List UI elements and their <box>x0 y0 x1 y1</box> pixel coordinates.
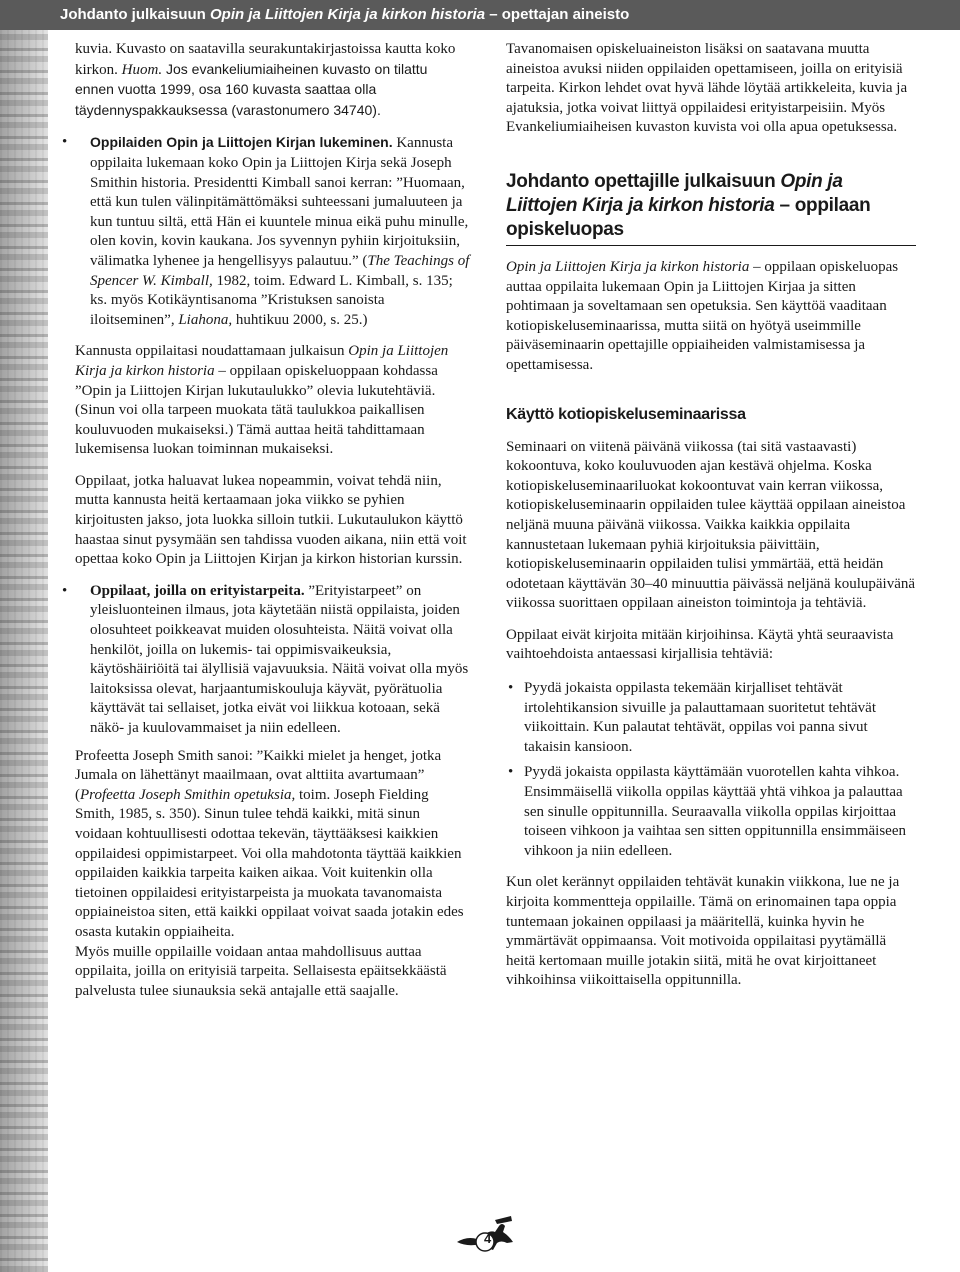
citation: Liahona, <box>178 311 233 328</box>
bullet-lead: Oppilaat, joilla on erityistarpeita. <box>90 582 305 599</box>
citation: Profeetta Joseph Smithin opetuksia, <box>80 786 296 803</box>
list-item: • Pyydä jokaista oppilasta käyttämään vuorotellen kahta vihkoa. Ensimmäisellä viikolla oppilas käyttää yhtä vihkoa ja palauttaa sen sinulle oppitunnilla. Seuraavalla viikolla oppilas kirjoittaa toiseen vihkoon ja vaihtaa sen sitten oppitunnilla ensimmäiseen vihkoon ja niin edelleen. <box>506 763 916 861</box>
running-header <box>0 0 960 30</box>
left-paragraph-3: Oppilaat, jotka haluavat lukea nopeammin, voivat tehdä niin, mutta kannusta heitä kertaamaan joka viikko se pyhien kirjoitusten jakso, jota luokka silloin tutkii. Lukutaulukon käyttö haastaa sinut pysymään sen tahdissa vuoden aikana, niin että voit opettaa koko Opin ja Liittojen Kirjan ja kirkon historian kurssin. <box>75 472 467 568</box>
bullet-icon: • <box>62 134 68 151</box>
decorative-sidebar-texture <box>0 30 48 1272</box>
section-heading-intro <box>506 170 916 246</box>
header-title-suffix: – opettajan aineisto <box>485 6 630 23</box>
text-run: Kannusta oppilaitasi noudattamaan julkaisun <box>75 343 349 360</box>
right-paragraph-1: Tavanomaisen opiskeluaineiston lisäksi on saatavana muutta aineistoa avuksi niiden oppilaiden opettamiseen, joilla on erityisiä tarpeita. Kirkon lehdet ovat hyvä lähde löytää artikkeleita, kuvia ja ajatuksia, jotka voivat liittyä oppilaidesi erityistarpeisiin. Myös Evankeliumiaiheisen kuvaston kuvista voi olla apua opetuksessa. <box>506 41 908 136</box>
citation: The Teachings of Spencer W. Kimball, <box>90 252 470 289</box>
section-heading-home-study: Käyttö kotiopiskeluseminaarissa <box>506 405 746 423</box>
title-italic: Opin ja Liittojen Kirja ja kirkon historia <box>506 258 750 275</box>
heading-text: Johdanto opettajille julkaisuun <box>506 170 781 192</box>
left-paragraph-1 <box>75 40 470 121</box>
bullet-reading <box>62 133 470 330</box>
list-item: • Pyydä jokaista oppilasta tekemään kirjalliset tehtävät irtolehtikansion sivuille ja palauttamaan suoritetut tehtävät viikoittain. Kun palautat tehtävät, oppilas voi panna sivut takaisin kansioon. <box>506 679 916 757</box>
bullet-icon: • <box>62 582 68 599</box>
right-paragraph-3: Seminaari on viitenä päivänä viikossa (tai sitä vastaavasti) kokoontuva, koko kouluvuoden ajan kestävä ohjelma. Koska kotiopiskeluseminaariluokat kokoontuvat vain kerran viikossa, kotiopiskeluseminaarin oppilaiden tulee käyttää oppilaan aineistoa neljänä muuna päivänä viikossa. Vaikka kaikkia oppilaita kannustetaan lukemaan pyhiä kirjoituksia päivittäin, kotiopiskeluseminaarin oppilaiden tulisi ymmärtää, että heidän odotetaan käyttävän 30–40 minuuttia päivässä neljänä koulupäivänä viikossa suorittaen oppilaan aineiston toimintoja ja tehtäviä. <box>506 438 916 612</box>
text-run: toim. Joseph Fielding Smith, 1985, s. 350). Sinun tulee tehdä kaikki, mitä sinun voidaan kohtuullisesti odottaa tekevän, täyttääksesi kaikkien oppilaidesi oppimistarpeet. Voi olla mahdotonta täyttää kaikkien oppilaiden kaikkia tarpeita kaiken aikaa. Voit kuitenkin olla tietoinen oppilaidesi erityistarpeista ja muokata tavanomaista oppiaineistoa siten, että kaikki oppilaat voivat saada jotakin edes osasta kutakin oppiaiheita. <box>75 786 464 940</box>
heading-text: – oppilaan opiskeluopas <box>506 194 871 240</box>
bullet-special-needs <box>62 582 470 739</box>
right-column <box>506 40 916 991</box>
heading-italic: Opin ja Liittojen Kirja ja kirkon historia <box>506 170 843 216</box>
bullet-lead: Oppilaiden Opin ja Liittojen Kirjan lukeminen. <box>90 134 393 151</box>
text-run: 1982, toim. Edward L. Kimball, s. 135; ks. myös Kotikäyntisanoma ”Kristuksen sanoista iloitseminen”, <box>90 272 453 328</box>
text-run: – oppilaan opiskeluopas auttaa oppilaita lukemaan Opin ja Liittojen Kirjaa ja sitten pohtimaan ja soveltamaan sen opetuksia. Sen käyttöä vaaditaan kotiopiskeluseminaarissa, mutta siitä on hyötyä useimmille päiväseminaarin opettajille oppiaiheiden valmistamisessa ja opettamisessa. <box>506 258 899 373</box>
left-paragraph-4 <box>75 747 470 943</box>
text-run: – oppilaan opiskeluoppaan kohdassa ”Opin ja Liittojen Kirjan lukutaulukko” olevia lukutehtäviä. (Sinun voi olla tarpeen muokata tätä taulukkoa paikallisen kouluvuoden mukaiseksi.) Tämä auttaa heitä tahdittamaan lukemisensa luokan toiminnan mukaiseksi. <box>75 362 438 458</box>
note-label: Huom. <box>121 61 163 78</box>
text-run: huhtikuu 2000, s. 25.) <box>232 311 368 328</box>
left-paragraph-2 <box>75 342 470 460</box>
text-run: ”Erityistarpeet” on yleisluonteinen ilmaus, jota käytetään niistä oppilaista, joiden olosuhteet poikkeavat muiden olosuhteista. Näitä voivat olla henkilöt, joilla on lukemis- tai oppimisvaikeuksia, käytöshäiriöitä tai älyllisiä vajavuuksia. Näitä voivat olla myös laitoksissa olevat, harjaantumiskouluja käyvät, pyörätuolia käyttävät tai sellaiset, jotka eivät voi liikkua kotoaan, sekä näkö- ja kuulovammaiset ja niin edelleen. <box>90 582 469 736</box>
text-run: Kannusta oppilaita lukemaan koko Opin ja Liittojen Kirja sekä Joseph Smithin historia. Presidentti Kimball sanoi kerran: ”Huomaan, että kun tulen välinpitämättömäksi suhteessani jumaluuteen ja kun tuntuu siltä, että Hän ei kuuntele minua eikä puhu minulle, olen kovin, kovin kaukana. Jos syvennyn pyhiin kirjoituksiin, välimatka lyhenee ja hengellisyys palautuu.” ( <box>90 135 469 269</box>
text-run: Profeetta Joseph Smith sanoi: ”Kaikki mielet ja henget, jotka Jumala on lähettänyt maailmaan, ovat alttiita avartumaan” ( <box>75 747 442 803</box>
page-number: 4 <box>484 1231 492 1246</box>
text-run: Jos evankeliumiaiheinen kuvasto on tilattu ennen vuotta 1999, osa 160 kuvasta saattaa olla täydennyspakkauksessa (varastonumero 34740). <box>75 60 428 118</box>
title-italic: Opin ja Liittojen Kirja ja kirkon historia <box>75 343 449 379</box>
text-run: kuvia. Kuvasto on saatavilla seurakuntakirjastoissa kautta koko kirkon. <box>75 41 456 78</box>
header-title-italic: Opin ja Liittojen Kirja ja kirkon historia <box>210 6 486 23</box>
header-title-prefix: Johdanto julkaisuun <box>60 6 211 23</box>
left-column <box>62 40 470 1001</box>
right-paragraph-2 <box>506 258 916 376</box>
right-paragraph-5: Kun olet kerännyt oppilaiden tehtävät kunakin viikkona, lue ne ja kirjoita kommentteja oppilaille. Tämä on erinomainen tapa oppia tuntemaan jokainen oppilaasi ja määritellä, kuinka hyvin he ymmärtävät oppimaansa. Voit motivoida oppilaitasi pyytämällä heitä kertomaan muille jotakin siitä, mitä he ovat kirjoittaneet vihkoihinsa viikoittaisella oppitunnilla. <box>506 874 900 989</box>
left-paragraph-5: Myös muille oppilaille voidaan antaa mahdollisuus auttaa oppilaita, joilla on erityisiä tarpeita. Sellaisesta epäitsekkäästä palvelusta tulee siunauksia sekä antajalle että saajalle. <box>75 943 447 999</box>
assignment-options-list <box>506 679 916 861</box>
right-paragraph-4: Oppilaat eivät kirjoita mitään kirjoihinsa. Käytä yhtä seuraavista vaihtoehdoista antaessasi kirjallisia tehtäviä: <box>506 626 894 663</box>
